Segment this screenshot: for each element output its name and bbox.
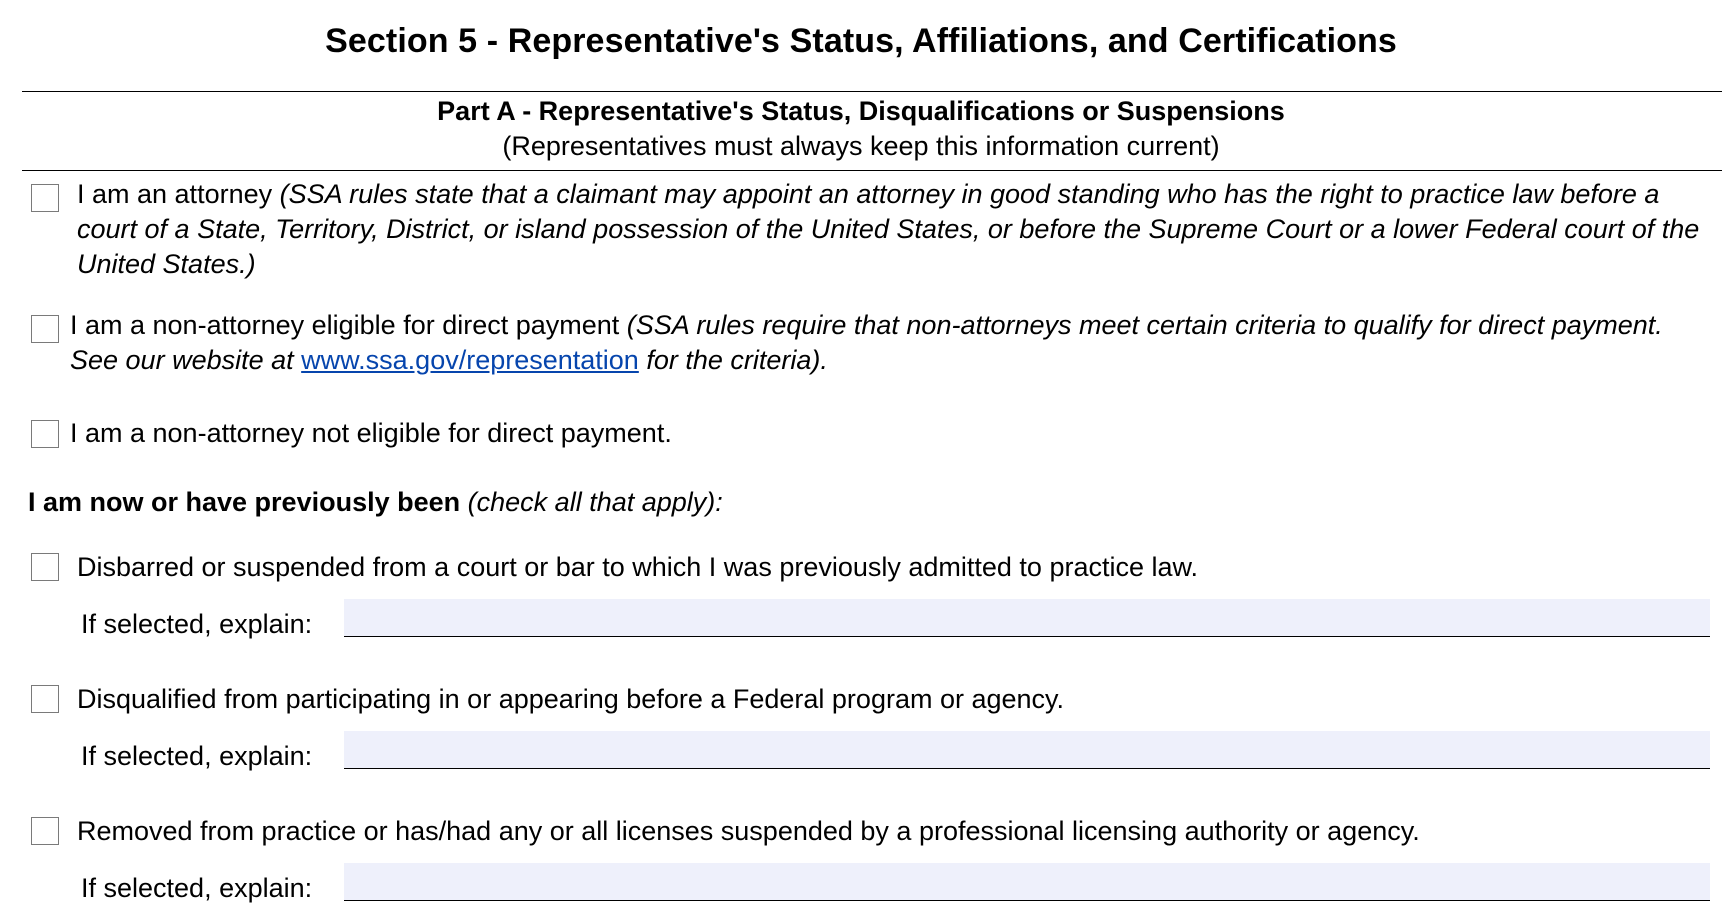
ssa-representation-link[interactable]: www.ssa.gov/representation [301,345,639,375]
disbarred-label: Disbarred or suspended from a court or bar to which I was previously admitted to practice law. [77,552,1199,582]
license-removed-label: Removed from practice or has/had any or all licenses suspended by a professional licensing authority or agency. [77,816,1420,846]
history-heading-note: (check all that apply): [467,487,723,517]
disbarred-explain-input[interactable] [344,599,1710,637]
part-a-subtitle: (Representatives must always keep this information current) [502,131,1220,161]
part-a-title: Part A - Representative's Status, Disqualifications or Suspensions [437,96,1285,126]
history-heading-bold: I am now or have previously been [28,487,461,517]
non-attorney-eligible-text [70,308,1710,378]
disbarred-checkbox[interactable] [31,553,59,581]
history-heading [28,485,723,520]
license-removed-explain-input[interactable] [344,863,1710,901]
non-attorney-not-eligible-checkbox[interactable] [31,420,59,448]
section-divider-top [22,91,1722,92]
license-removed-checkbox[interactable] [31,817,59,845]
attorney-option-note: (SSA rules state that a claimant may appoint an attorney in good standing who has the right to practice law before a court of a State, Territory, District, or island possession of the United States, or before the Supreme Court or a lower Federal court of the United States.) [77,179,1700,279]
disqualified-label: Disqualified from participating in or appearing before a Federal program or agency. [77,684,1065,714]
attorney-checkbox[interactable] [31,184,59,212]
disqualified-checkbox[interactable] [31,685,59,713]
section-title: Section 5 - Representative's Status, Affiliations, and Certifications [325,22,1397,60]
non-attorney-eligible-checkbox[interactable] [31,315,59,343]
part-a-divider [22,170,1722,171]
attorney-option-label: I am an attorney [77,179,273,209]
disqualified-explain-input[interactable] [344,731,1710,769]
non-attorney-eligible-note-post: for the criteria). [646,345,828,375]
non-attorney-eligible-note-pre: (SSA rules require that non-attorneys meet certain criteria to qualify for direct payment. See our website at [70,310,1663,375]
license-removed-explain-label: If selected, explain: [81,873,313,903]
disbarred-explain-label: If selected, explain: [81,609,313,639]
disqualified-explain-label: If selected, explain: [81,741,313,771]
non-attorney-eligible-label: I am a non-attorney eligible for direct payment [70,310,620,340]
non-attorney-not-eligible-label: I am a non-attorney not eligible for direct payment. [70,418,672,448]
attorney-option-text [77,177,1707,282]
